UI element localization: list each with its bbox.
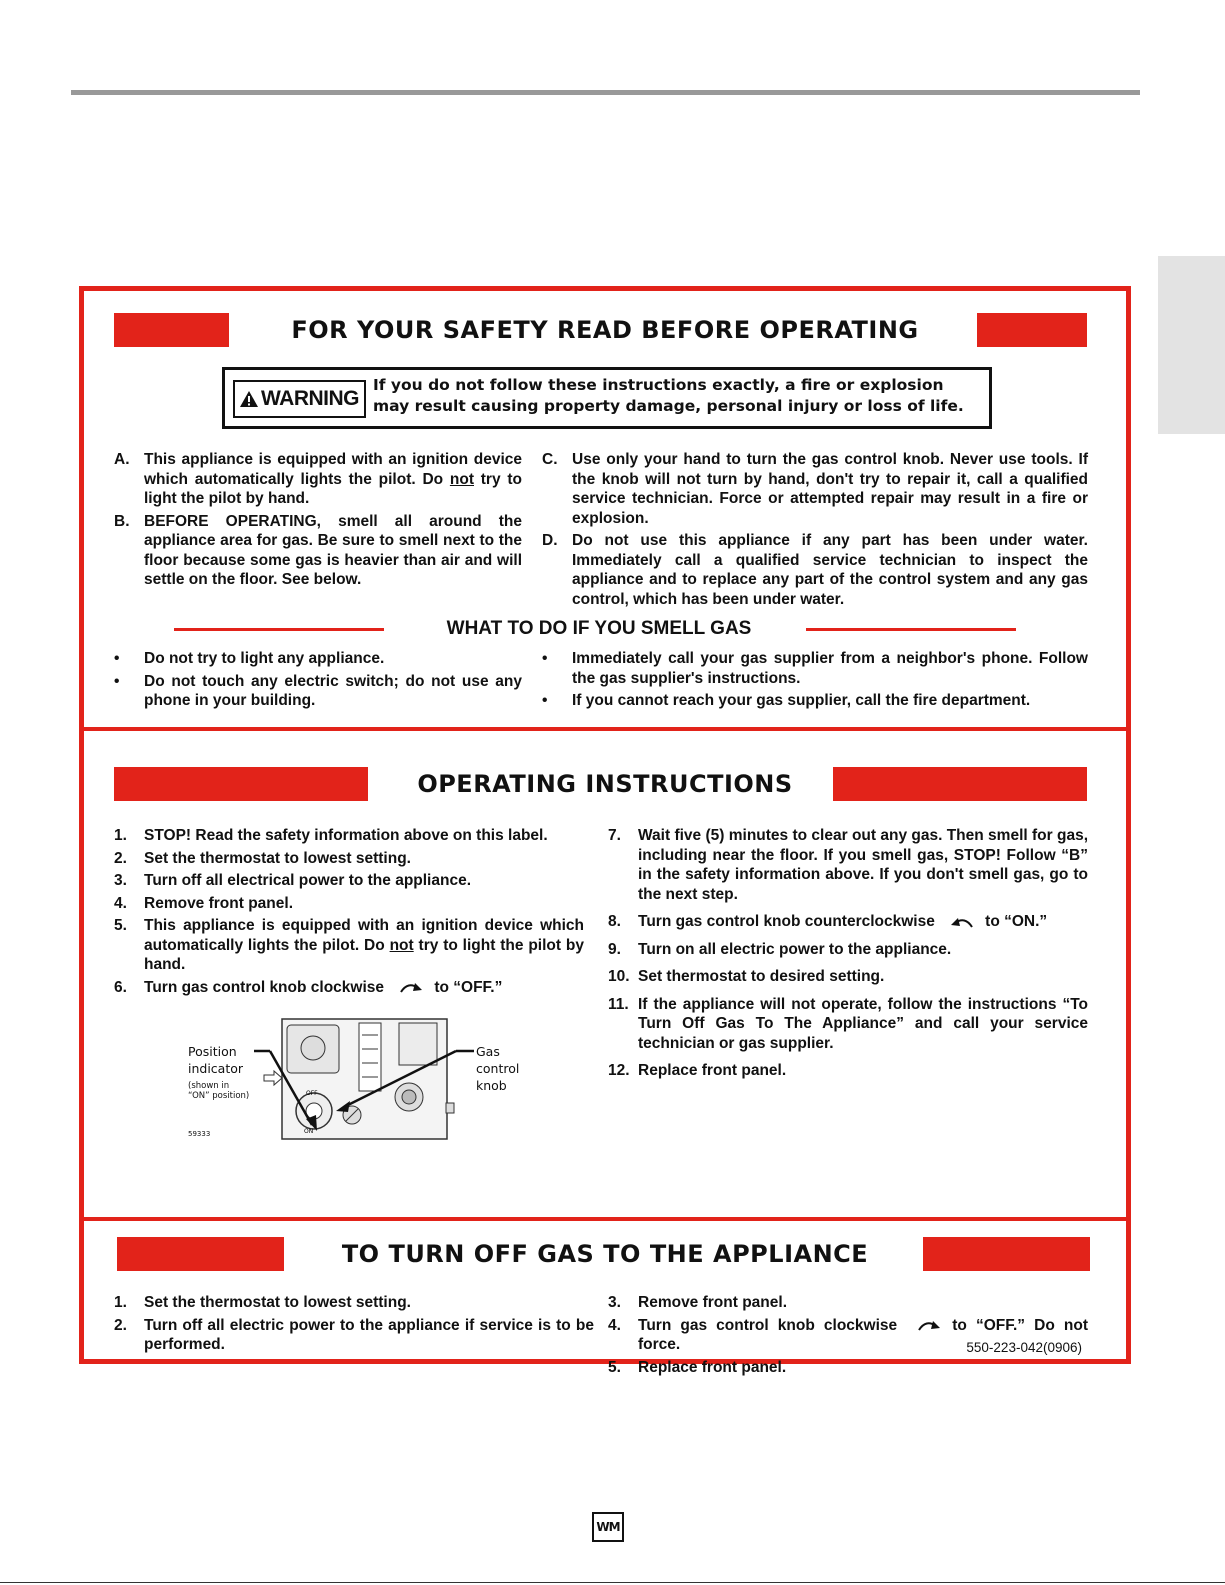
turn-off-steps-left (114, 1293, 594, 1358)
item-text: Do not touch any electric switch; do not use any phone in your building. (144, 672, 522, 709)
item-text: Immediately call your gas supplier from a neighbor's phone. Follow the gas supplier's instructions. (572, 650, 1088, 687)
step-number: 10. (608, 968, 630, 985)
step-text: Wait five (5) minutes to clear out any gas. Then smell for gas, including near the floor. If you smell gas, STOP! Follow “B” in the safety information above. If you don't smell gas, go to the next step. (638, 827, 1088, 903)
step-number: 4. (114, 894, 127, 912)
counterclockwise-arrow-icon (949, 915, 975, 929)
turn-off-step-1 (114, 1293, 594, 1313)
smell-items-right (542, 649, 1088, 714)
diagram-text: indicator (188, 1061, 244, 1076)
smell-item (114, 672, 522, 711)
step-number: 1. (114, 827, 127, 844)
operating-steps-right (608, 826, 1088, 1084)
step-number: 4. (608, 1316, 621, 1334)
safety-item-b (114, 512, 522, 590)
bullet: • (114, 672, 120, 690)
smell-header (174, 617, 1024, 641)
item-marker: A. (114, 451, 130, 468)
step-text: STOP! Read the safety information above on this label. (144, 827, 548, 844)
step-text-end: try to light the pilot by hand. (144, 936, 584, 973)
safety-items-left (114, 450, 522, 593)
turn-off-step-2 (114, 1316, 594, 1355)
item-text: This appliance is equipped with an ignition device which automatically lights the pilot. Do (144, 451, 522, 488)
safety-title: FOR YOUR SAFETY READ BEFORE OPERATING (291, 316, 919, 344)
step-text-end: to “ON.” (985, 913, 1048, 930)
step-number: 3. (608, 1294, 621, 1311)
operating-steps-left (114, 826, 584, 1000)
step-text-end: to “OFF.” Do not force. (638, 1316, 1088, 1353)
item-text: If you cannot reach your gas supplier, call the fire department. (572, 692, 1031, 709)
step-7 (608, 826, 1088, 904)
item-marker: B. (114, 512, 130, 530)
safety-section (84, 291, 1126, 728)
step-number: 2. (114, 1316, 127, 1334)
step-12 (608, 1061, 1088, 1081)
step-number: 1. (114, 1294, 127, 1311)
smell-item (542, 691, 1088, 711)
warning-triangle-icon (239, 390, 259, 408)
step-2 (114, 849, 584, 869)
diagram-text: Position (188, 1044, 237, 1059)
turn-off-steps-right (608, 1293, 1088, 1380)
turn-off-step-3 (608, 1293, 1088, 1313)
step-text: This appliance is equipped with an ignition device which automatically lights the pilot. Do (144, 917, 584, 954)
warning-line-1: If you do not follow these instructions exactly, a fire or explosion (373, 376, 944, 394)
safety-item-c (542, 450, 1088, 528)
step-number: 5. (114, 917, 127, 934)
operating-title: OPERATING INSTRUCTIONS (417, 770, 793, 798)
item-marker: C. (542, 451, 558, 468)
item-text: Use only your hand to turn the gas control knob. Never use tools. If the knob will not turn by hand, don't try to repair it, call a qualified service technician. Force or attempted repair may result in a fire or explosion. (572, 451, 1088, 527)
side-tab (1158, 256, 1225, 434)
diagram-text: knob (476, 1078, 507, 1093)
warning-box (222, 367, 992, 429)
on-mark: ON (304, 1128, 314, 1135)
step-6 (114, 978, 584, 998)
step-number: 12. (608, 1062, 630, 1079)
wm-logo: WM (592, 1512, 624, 1542)
step-number: 5. (608, 1358, 621, 1376)
figure-number: 59333 (188, 1130, 211, 1138)
smell-item (542, 649, 1088, 688)
step-text: Turn off all electric power to the appliance if service is to be performed. (144, 1316, 594, 1353)
step-3 (114, 871, 584, 891)
step-number: 6. (114, 978, 127, 996)
safety-item-a (114, 450, 522, 509)
gas-valve-drawing (184, 1015, 514, 1145)
smell-items-left (114, 649, 522, 714)
warning-text (373, 375, 983, 417)
step-text: Set thermostat to desired setting. (638, 968, 885, 985)
bottom-rule (0, 1582, 1225, 1583)
clockwise-arrow-icon (916, 1318, 942, 1332)
step-4 (114, 894, 584, 914)
item-text: Do not use this appliance if any part has been under water. Immediately call a qualified service technician to inspect the appliance and to replace any part of the control system and any gas control, which has been under water. (572, 532, 1088, 608)
step-text: Turn gas control knob clockwise (144, 978, 385, 996)
item-text: Do not try to light any appliance. (144, 650, 385, 667)
operating-header (84, 767, 1126, 801)
step-10 (608, 967, 1088, 987)
step-5 (114, 916, 584, 975)
warning-tag (233, 380, 366, 418)
item-text: BEFORE OPERATING, smell all around the appliance area for gas. Be sure to smell next to the floor because some gas is heavier than air and will settle on the floor. See below. (144, 512, 522, 588)
step-8 (608, 912, 1088, 932)
diagram-text: “ON” position) (188, 1091, 250, 1101)
off-mark: OFF (306, 1090, 318, 1097)
safety-header (84, 313, 1126, 347)
step-number: 2. (114, 849, 127, 867)
step-text: Set the thermostat to lowest setting. (144, 849, 411, 867)
turn-off-section (84, 1221, 1126, 1376)
step-number: 11. (608, 995, 629, 1013)
step-text-end: to “OFF.” (434, 978, 503, 996)
bullet: • (542, 692, 548, 709)
safety-label (79, 286, 1131, 1376)
warning-line-2: may result causing property damage, personal injury or loss of life. (373, 397, 964, 415)
turn-off-step-5 (608, 1358, 1088, 1378)
step-underline: not (389, 936, 414, 954)
bullet: • (114, 650, 120, 667)
clockwise-arrow-icon (398, 980, 424, 994)
operating-section (84, 731, 1126, 1217)
step-text: Turn off all electrical power to the appliance. (144, 872, 471, 889)
step-text: Replace front panel. (638, 1358, 787, 1376)
step-text: Turn gas control knob clockwise (638, 1316, 898, 1334)
step-number: 8. (608, 913, 621, 930)
diagram-text: Gas (476, 1044, 500, 1059)
item-marker: D. (542, 532, 558, 549)
step-number: 9. (608, 940, 621, 958)
safety-item-d (542, 531, 1088, 609)
step-text: Turn gas control knob counterclockwise (638, 913, 935, 930)
warning-label: WARNING (261, 387, 359, 410)
part-number: 550-223-042(0906) (966, 1340, 1082, 1355)
top-rule (71, 90, 1140, 95)
turn-off-title: TO TURN OFF GAS TO THE APPLIANCE (341, 1240, 869, 1268)
smell-item (114, 649, 522, 669)
step-text: Set the thermostat to lowest setting. (144, 1294, 411, 1311)
safety-items-right (542, 450, 1088, 612)
gas-valve-diagram (184, 1015, 520, 1145)
step-text: Remove front panel. (638, 1294, 787, 1311)
smell-title: WHAT TO DO IF YOU SMELL GAS (446, 618, 752, 639)
turn-off-header (84, 1237, 1126, 1271)
bullet: • (542, 650, 548, 667)
diagram-text: control (476, 1061, 520, 1076)
step-11 (608, 995, 1088, 1054)
step-text: Turn on all electric power to the appliance. (638, 940, 952, 958)
step-number: 3. (114, 872, 127, 889)
item-underline: not (449, 470, 474, 488)
item-text-end: try to light the pilot by hand. (144, 470, 522, 507)
diagram-text: (shown in (188, 1081, 230, 1091)
step-text: Replace front panel. (638, 1062, 787, 1079)
step-number: 7. (608, 827, 621, 844)
step-9 (608, 940, 1088, 960)
step-text: Remove front panel. (144, 894, 293, 912)
step-text: If the appliance will not operate, follow the instructions “To Turn Off Gas To The Appliance” and call your service technician or gas supplier. (638, 995, 1088, 1052)
step-1 (114, 826, 584, 846)
